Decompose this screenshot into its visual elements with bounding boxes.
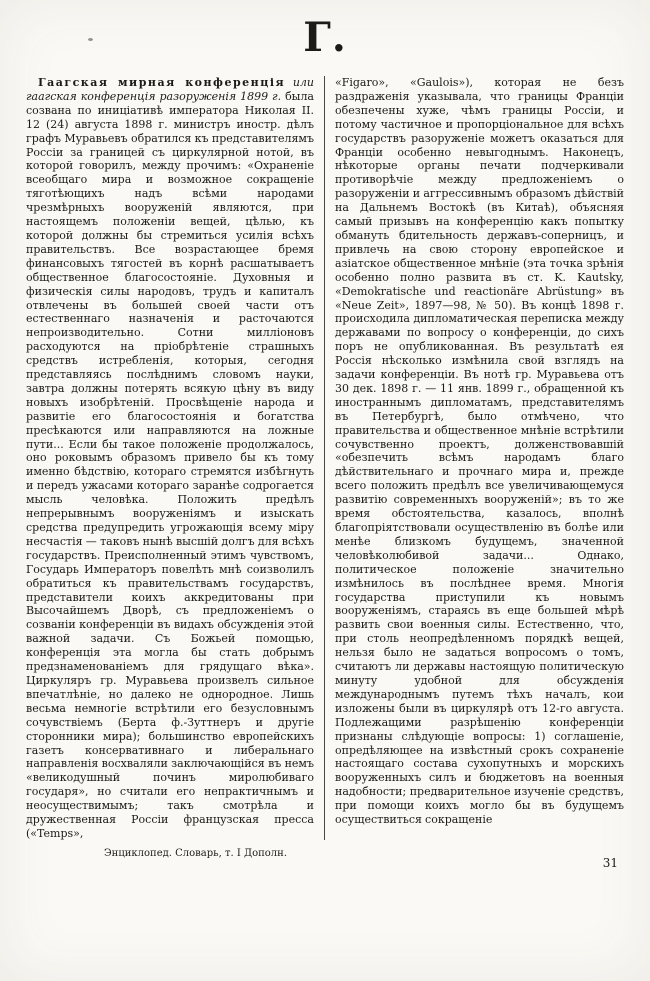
left-column-paragraph [26,76,314,840]
right-column [325,76,624,840]
footer-imprint: Энциклопед. Словарь, т. I Дополн. [104,848,288,859]
page-footer [26,848,624,870]
left-column-text: была созвана по иниціативѣ императора Николая II. 12 (24) августа 1898 г. министръ иностр. дѣлъ графъ Муравьевъ обратился къ представителямъ Россіи за границей съ циркулярной нотой, въ которой говорилъ, между прочимъ: «Охраненіе всеобщаго мира и возможное сокращеніе тяготѣющихъ надъ всѣми народами чрезмѣрныхъ вооруженій являются, при настоящемъ положеніи вещей, цѣлью, къ которой должны бы стремиться усилія всѣхъ правительствъ. Все возрастающее бремя финансовыхъ тягостей въ корнѣ расшатываетъ общественное благосостояніе. Духовныя и физическія силы народовъ, трудъ и капиталъ отвлечены въ большей своей части отъ естественнаго назначенія и расточаются непроизводительно. Сотни милліоновъ расходуются на пріобрѣтеніе страшныхъ средствъ истребленія, которыя, сегодня представляясь послѣднимъ словомъ науки, завтра должны потерять всякую цѣну въ виду новыхъ изобрѣтеній. Просвѣщеніе народа и развитіе его благосостоянія и богатства пресѣкаются или направляются на ложные пути... Если бы такое положеніе продолжалось, оно роковымъ образомъ привело бы къ тому именно бѣдствію, котораго стремятся избѣгнуть и передъ ужасами котораго заранѣе содрогается мысль человѣка. Положить предѣлъ непрерывнымъ вооруженіямъ и изыскать средства предупредить угрожающія всему міру несчастія — таковъ нынѣ высшій долгъ для всѣхъ государствъ. Преисполненный этимъ чувствомъ, Государь Императоръ повелѣть мнѣ соизволилъ обратиться къ правительствамъ государствъ, представители коихъ аккредитованы при Высочайшемъ Дворѣ, съ предложеніемъ о созваніи конференціи въ видахъ обсужденія этой важной задачи. Съ Божьей помощью, конференція эта могла бы стать добрымъ предзнаменованіемъ для грядущаго вѣка». Циркуляръ гр. Муравьева произвелъ сильное впечатлѣніе, но далеко не однородное. Лишь весьма немногіе встрѣтили его безусловнымъ сочувствіемъ (Берта ф.-Зуттнеръ и другіе сторонники мира); большинство европейскихъ газетъ консервативнаго и либеральнаго направленія восхваляли заключающійся въ немъ «великодушный починъ миролюбиваго государя», но считали его непрактичнымъ и неосуществимымъ; такъ смотрѣла и дружественная Россіи французская пресса («Temps», [26,89,314,840]
scan-speck [88,38,93,41]
article-subtitle: или гаагская конференція разоруженія 1899 г. [26,76,314,103]
left-column [26,76,325,840]
article-title: Гаагская мирная конференція [38,76,286,89]
section-letter-heading: Г. [303,14,347,61]
right-column-text: «Figaro», «Gaulois»), которая не безъ раздраженія указывала, что границы Франціи обезпечены хуже, чѣмъ границы Россіи, и потому частичное и пропорціональное для всѣхъ государствъ разоруженіе можетъ оказаться для Франціи особенно невыгоднымъ. Наконецъ, нѣкоторые органы печати подчеркивали противорѣчіе между предложеніемъ о разоруженіи и аггрессивнымъ образомъ дѣйствій на Дальнемъ Востокѣ (въ Китаѣ), объясняя самый призывъ на конференцію какъ попытку обмануть бдительность державъ-соперницъ, и привлечь на свою сторону европейское и азіатское общественное мнѣніе (эта точка зрѣнія особенно полно развита въ ст. K. Kautsky, «Demokratische und reactionäre Abrüstung» въ «Neue Zeit», 1897—98, № 50). Въ концѣ 1898 г. происходила дипломатическая переписка между державами по вопросу о конференціи, до сихъ поръ не опубликованная. Въ результатѣ ея Россія нѣсколько измѣнила свой взглядъ на задачи конференціи. Въ нотѣ гр. Муравьева отъ 30 дек. 1898 г. — 11 янв. 1899 г., обращенной къ иностраннымъ дипломатамъ, представителямъ въ Петербургѣ, было отмѣчено, что правительства и общественное мнѣніе встрѣтили сочувственно проектъ, долженствовавшій «обезпечить всѣмъ народамъ благо дѣйствительнаго и прочнаго мира и, прежде всего положить предѣлъ все увеличивающемуся развитію современныхъ вооруженій»; въ то же время обстоятельства, казалось, вполнѣ благопріятствовали осуществленію въ болѣе или менѣе близкомъ будущемъ, значенной человѣколюбивой задачи... Однако, политическое положеніе значительно измѣнилось въ послѣднее время. Многія государства приступили къ новымъ вооруженіямъ, стараясь въ еще большей мѣрѣ развить свои военныя силы. Естественно, что, при столь неопредѣленномъ порядкѣ вещей, нельзя было не задаться вопросомъ о томъ, считаютъ ли державы настоящую политическую минуту удобной для обсужденія международнымъ путемъ тѣхъ началъ, кои изложены были въ циркулярѣ отъ 12-го августа. Подлежащими разрѣшенію конференціи признаны слѣдующіе вопросы: 1) соглашеніе, опредѣляющее на извѣстный срокъ сохраненіе настоящаго состава сухопутныхъ и морскихъ вооруженныхъ силъ и бюджетовъ на военныя надобности; предварительное изученіе средствъ, при помощи коихъ могло бы въ будущемъ осуществиться сокращеніе [335,76,624,827]
text-columns [26,76,624,840]
page-number: 31 [602,856,618,870]
